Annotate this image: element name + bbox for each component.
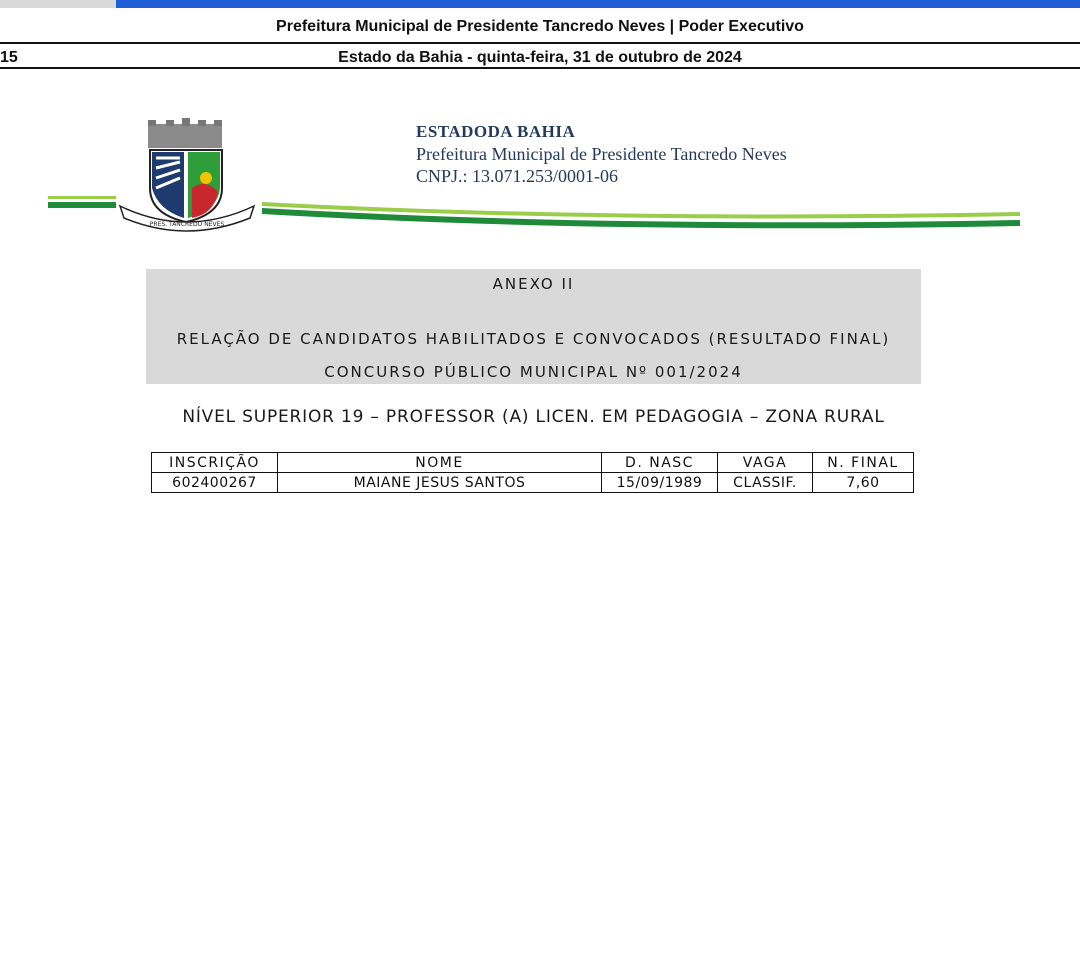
- table-header-row: [152, 453, 914, 473]
- cell-inscricao: 602400267: [152, 473, 278, 493]
- svg-text:PRES. TANCREDO NEVES: PRES. TANCREDO NEVES: [149, 221, 225, 228]
- cell-nome: MAIANE JESUS SANTOS: [278, 473, 602, 493]
- header-divider-top: [0, 42, 1080, 44]
- header-inscricao: INSCRIÇÃO: [152, 453, 278, 473]
- letterhead-municipality: Prefeitura Municipal de Presidente Tancredo Neves: [416, 144, 787, 164]
- letterhead-state: ESTADODA BAHIA: [416, 122, 576, 141]
- gazette-header-title: Prefeitura Municipal de Presidente Tancredo Neves | Poder Executivo: [276, 18, 804, 35]
- page-progress-fill: [116, 0, 1080, 8]
- page-number: 15: [0, 49, 18, 66]
- annex-title: ANEXO II: [492, 275, 575, 293]
- header-nome: NOME: [278, 453, 602, 473]
- candidates-table: [151, 452, 914, 493]
- header-n-final: N. FINAL: [813, 453, 914, 473]
- level-title: NÍVEL SUPERIOR 19 – PROFESSOR (A) LICEN. EM PEDAGOGIA – ZONA RURAL: [182, 407, 885, 427]
- annex-contest: CONCURSO PÚBLICO MUNICIPAL Nº 001/2024: [324, 363, 743, 381]
- gazette-date-line: Estado da Bahia - quinta-feira, 31 de outubro de 2024: [338, 49, 742, 66]
- letterhead-cnpj: CNPJ.: 13.071.253/0001-06: [416, 166, 619, 186]
- annex-subtitle: RELAÇÃO DE CANDIDATOS HABILITADOS E CONVOCADOS (RESULTADO FINAL): [176, 330, 891, 348]
- cell-vaga: CLASSIF.: [718, 473, 813, 493]
- table-row: [152, 473, 914, 493]
- header-vaga: VAGA: [718, 453, 813, 473]
- header-d-nasc: D. NASC: [602, 453, 718, 473]
- header-divider-bottom: [0, 67, 1080, 69]
- letterhead-text-block: [416, 121, 787, 187]
- cell-n-final: 7,60: [813, 473, 914, 493]
- municipal-crest-logo: [118, 118, 258, 233]
- page-progress-bar: [0, 0, 1080, 8]
- cell-d-nasc: 15/09/1989: [602, 473, 718, 493]
